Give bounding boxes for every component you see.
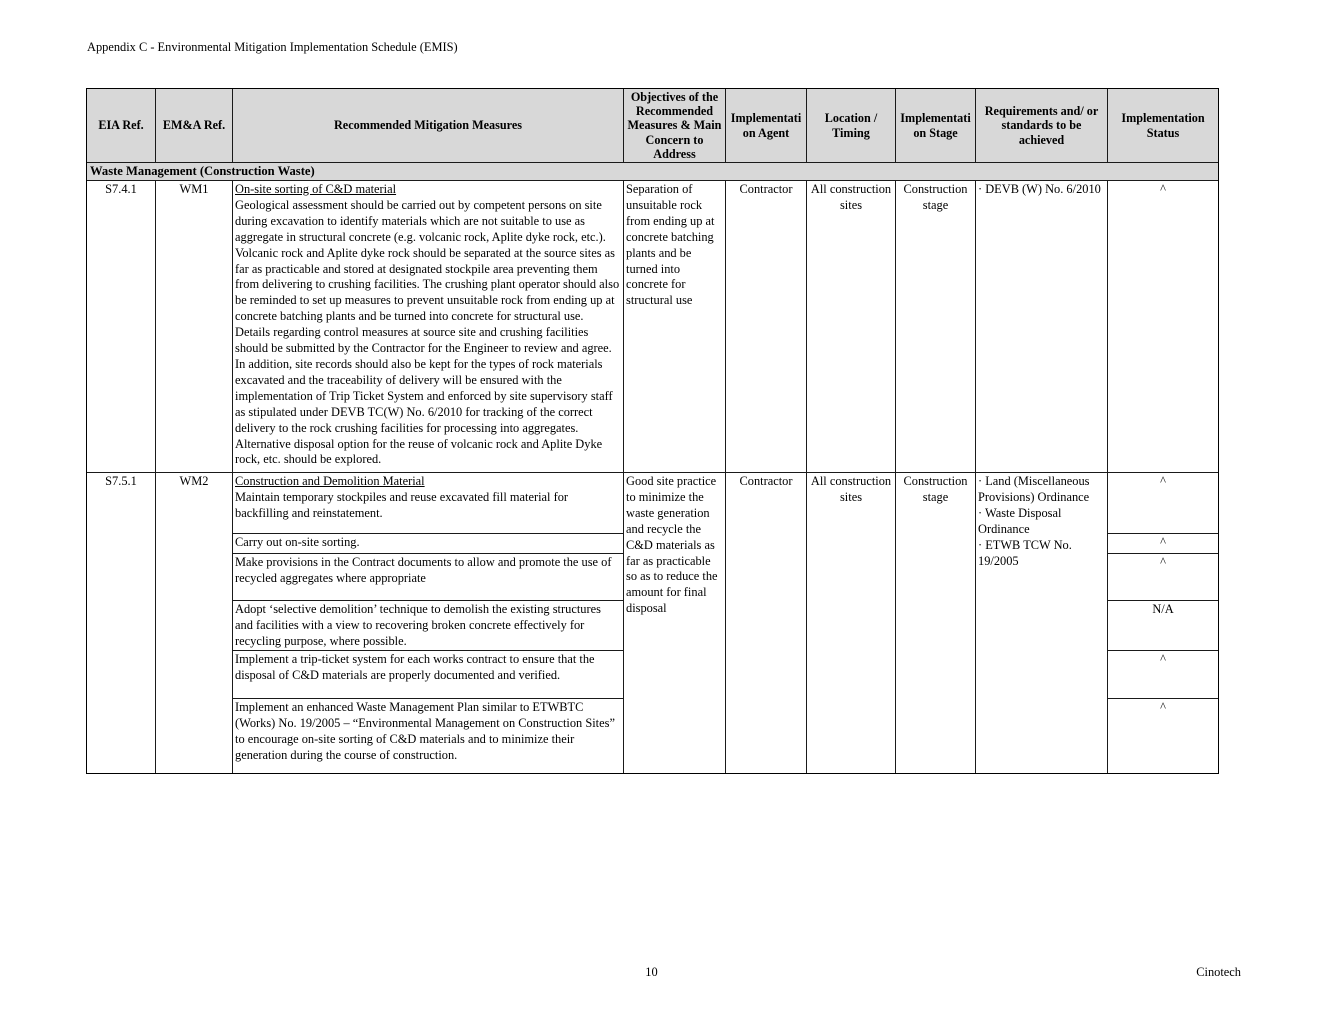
requirement-item: · Land (Miscellaneous Provisions) Ordinance [978,474,1090,504]
table-row-wm1 [87,181,1218,473]
status-item: N/A [1108,601,1218,651]
location-cell: All construction sites [807,181,896,472]
measures-cell [233,473,624,773]
requirement-item: · DEVB (W) No. 6/2010 [978,182,1101,196]
measure-text: Maintain temporary stockpiles and reuse excavated fill material for backfilling and reinstatement. [235,489,569,520]
company-name: Cinotech [1196,965,1241,979]
stage-cell: Construction stage [896,473,976,773]
status-item: ^ [1108,534,1218,554]
status-item: ^ [1108,554,1218,601]
measure-item: Carry out on-site sorting. [233,534,623,554]
table-header-row [87,89,1218,163]
agent-cell: Contractor [726,473,807,773]
header-measures [233,89,624,162]
status-item: ^ [1108,651,1218,699]
measure-title: Construction and Demolition Material [235,474,425,488]
header-agent [726,89,807,162]
emis-table [86,88,1219,774]
eia-ref-cell: S7.5.1 [87,473,156,773]
header-location-label: Location / Timing [824,111,878,140]
header-status-label: Implementation Status [1121,111,1205,140]
stage-cell: Construction stage [896,181,976,472]
objectives-cell: Separation of unsuitable rock from ending up at concrete batching plants and be turned into concrete for structural use [624,181,726,472]
header-eia-ref-label: EIA Ref. [98,118,144,133]
document-title: Appendix C - Environmental Mitigation Implementation Schedule (EMIS) [87,40,458,54]
measure-item: Make provisions in the Contract documents to allow and promote the use of recycled aggregates where appropriate [233,554,623,601]
eia-ref-cell: S7.4.1 [87,181,156,472]
measure-item: Adopt ‘selective demolition’ technique to demolish the existing structures and facilities with a view to recovering broken concrete effectively for recycling purpose, where possible. [233,601,623,651]
section-row [87,163,1218,181]
requirement-item: · Waste Disposal Ordinance [978,505,1062,536]
measure-item: Implement a trip-ticket system for each works contract to ensure that the disposal of C&D materials are properly documented and verified. [233,651,623,699]
header-status [1108,89,1218,162]
header-measures-label: Recommended Mitigation Measures [334,118,522,133]
status-item: ^ [1160,700,1166,714]
header-eia-ref [87,89,156,162]
requirements-cell [976,473,1108,773]
status-cell [1108,473,1218,773]
requirement-item: · ETWB TCW No. 19/2005 [978,537,1072,568]
section-title: Waste Management (Construction Waste) [90,164,315,178]
header-stage-label: Implementation Stage [900,111,971,140]
table-row-wm2 [87,473,1218,773]
header-location [807,89,896,162]
header-requirements-label: Requirements and/ or standards to be achieved [984,104,1099,147]
page-number: 10 [645,965,658,979]
requirements-cell [976,181,1108,472]
status-item: ^ [1108,473,1218,534]
agent-cell: Contractor [726,181,807,472]
location-cell: All construction sites [807,473,896,773]
header-objectives [624,89,726,162]
measure-title: On-site sorting of C&D material [235,182,397,196]
objectives-cell: Good site practice to minimize the waste generation and recycle the C&D materials as far as practicable so as to reduce the amount for final disposal [624,473,726,773]
status-cell: ^ [1160,182,1166,196]
measure-item [233,473,623,534]
header-requirements [976,89,1108,162]
header-ema-ref [156,89,233,162]
ema-ref-cell: WM2 [156,473,233,773]
measure-item: Implement an enhanced Waste Management Plan similar to ETWBTC (Works) No. 19/2005 – “Environmental Management on Construction Sites” to encourage on-site sorting of C&D materials and to minimize their generation during the course of construction. [235,700,615,762]
measures-cell [233,181,624,472]
header-stage [896,89,976,162]
header-objectives-label: Objectives of the Recommended Measures & Main Concern to Address [627,90,722,161]
header-agent-label: Implementation Agent [730,111,802,140]
ema-ref-cell: WM1 [156,181,233,472]
measure-text: Geological assessment should be carried out by competent persons on site during excavation to identify materials which are not suitable to use as aggregate in structural concrete (e.g. volcanic rock, Aplite dyke rock, etc.). Volcanic rock and Aplite dyke rock should be separated at the source sites as far as practicable and stored at designated stockpile area preventing them from delivering to crushing facilities. The crushing plant operator should also be reminded to set up measures to prevent unsuitable rock from ending up at concrete batching plants and be turned into concrete for structural use. Details regarding control measures at source site and crushing facilities should be submitted by the Contractor for the Engineer to review and agree. In addition, site records should also be kept for the types of rock materials excavated and the traceability of delivery will be ensured with the implementation of Trip Ticket System and enforced by site supervisory staff as stipulated under DEVB TC(W) No. 6/2010 for tracking of the correct delivery to the rock crushing facilities for processing into aggregates. Alternative disposal option for the reuse of volcanic rock and Aplite Dyke rock, etc. should be explored. [235,197,620,467]
header-ema-ref-label: EM&A Ref. [162,118,226,133]
